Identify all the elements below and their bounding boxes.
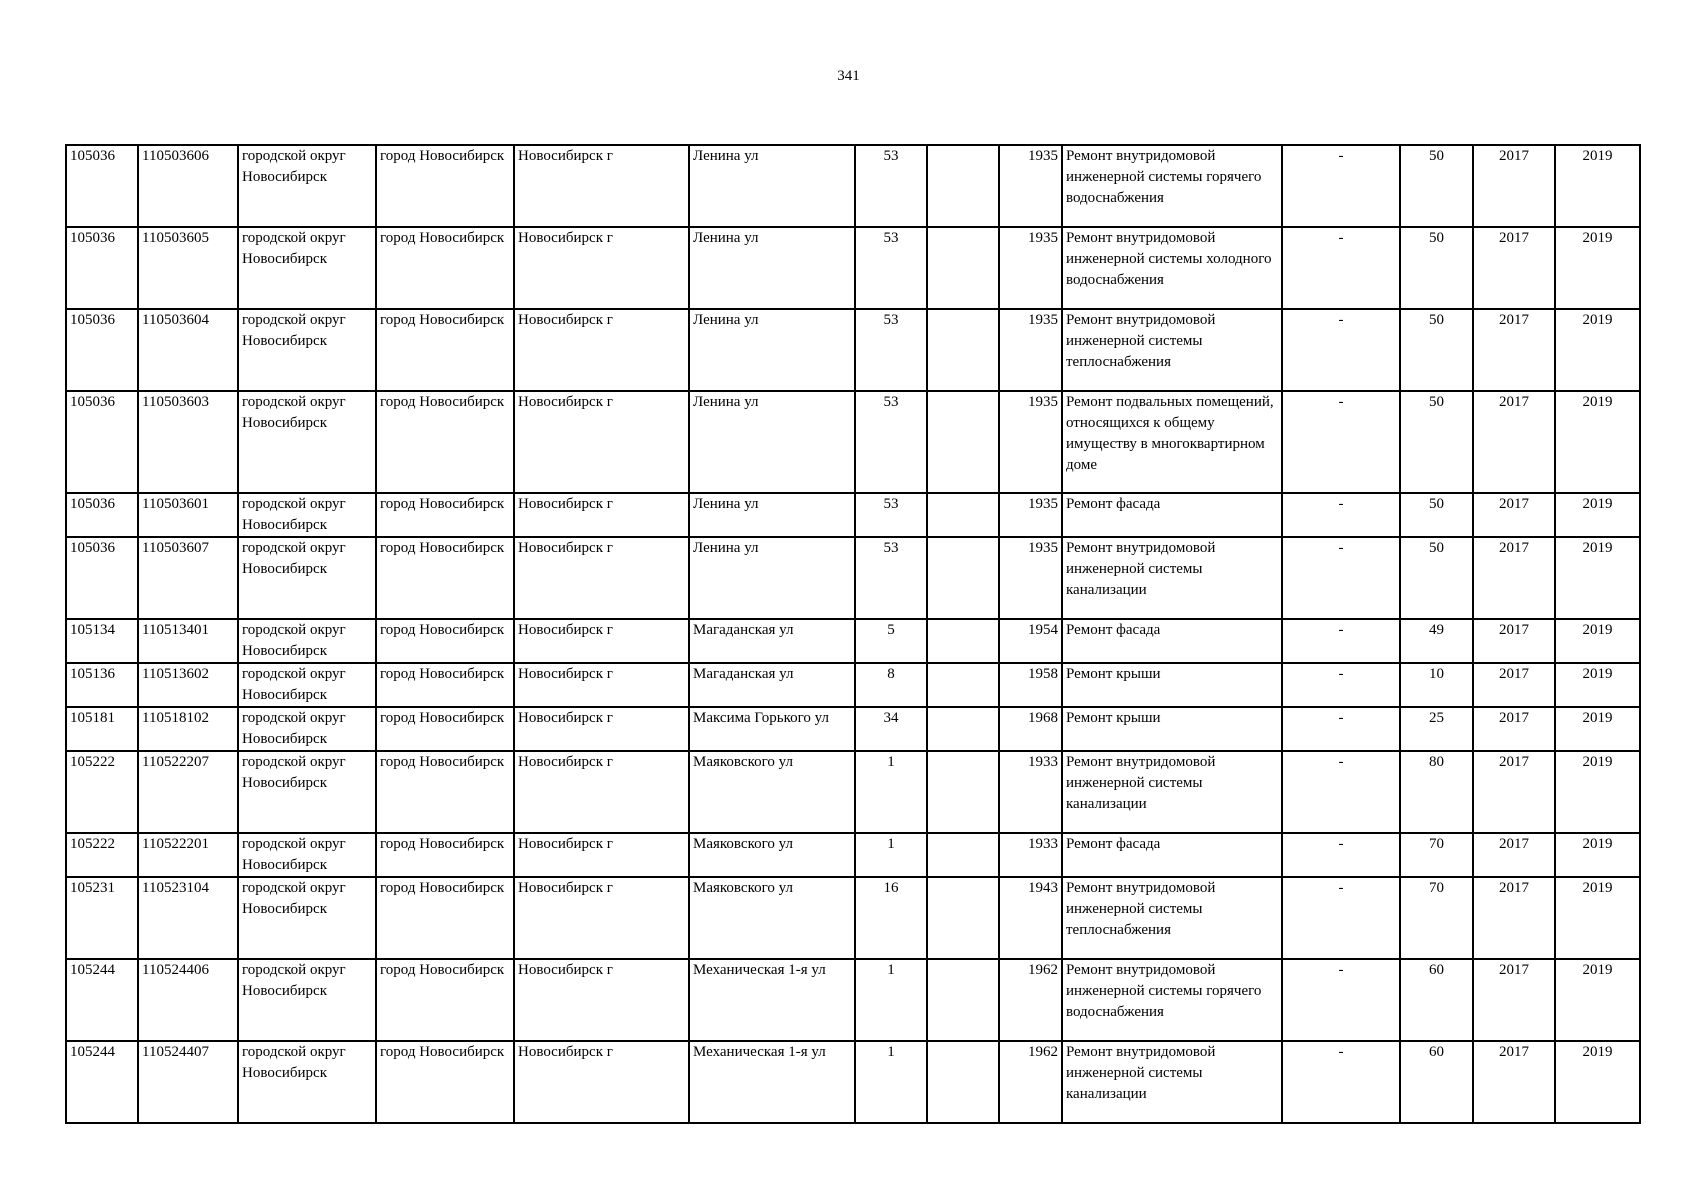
table-row	[66, 959, 1640, 1041]
empty-cell	[927, 493, 999, 537]
table-row	[66, 227, 1640, 309]
element-id-cell: 110503603	[138, 391, 238, 493]
locality-cell: Новосибирск г	[514, 619, 689, 663]
house-code-cell: 105244	[66, 959, 138, 1041]
municipality-cell: город Новосибирск	[376, 145, 514, 227]
street-cell: Магаданская ул	[689, 663, 855, 707]
work-type-cell: Ремонт фасада	[1062, 619, 1282, 663]
work-type-cell: Ремонт внутридомовой инженерной системы канализации	[1062, 1041, 1282, 1123]
locality-cell: Новосибирск г	[514, 707, 689, 751]
street-cell: Максима Горького ул	[689, 707, 855, 751]
work-type-cell: Ремонт фасада	[1062, 493, 1282, 537]
dash-cell: -	[1282, 751, 1400, 833]
locality-cell: Новосибирск г	[514, 959, 689, 1041]
end-year-cell: 2019	[1555, 959, 1640, 1041]
wear-percent-cell: 70	[1400, 833, 1473, 877]
house-code-cell: 105134	[66, 619, 138, 663]
district-cell: городской округ Новосибирск	[238, 833, 376, 877]
element-id-cell: 110503601	[138, 493, 238, 537]
start-year-cell: 2017	[1473, 959, 1555, 1041]
street-cell: Механическая 1-я ул	[689, 1041, 855, 1123]
municipality-cell: город Новосибирск	[376, 877, 514, 959]
table-row	[66, 391, 1640, 493]
district-cell: городской округ Новосибирск	[238, 619, 376, 663]
build-year-cell: 1962	[999, 1041, 1062, 1123]
locality-cell: Новосибирск г	[514, 227, 689, 309]
municipality-cell: город Новосибирск	[376, 493, 514, 537]
municipality-cell: город Новосибирск	[376, 1041, 514, 1123]
work-type-cell: Ремонт внутридомовой инженерной системы канализации	[1062, 537, 1282, 619]
table-body	[66, 145, 1640, 1123]
street-cell: Маяковского ул	[689, 877, 855, 959]
end-year-cell: 2019	[1555, 619, 1640, 663]
district-cell: городской округ Новосибирск	[238, 707, 376, 751]
empty-cell	[927, 959, 999, 1041]
locality-cell: Новосибирск г	[514, 493, 689, 537]
street-cell: Ленина ул	[689, 309, 855, 391]
dash-cell: -	[1282, 833, 1400, 877]
table-row	[66, 833, 1640, 877]
house-code-cell: 105036	[66, 391, 138, 493]
dash-cell: -	[1282, 663, 1400, 707]
house-number-cell: 5	[855, 619, 927, 663]
element-id-cell: 110518102	[138, 707, 238, 751]
municipality-cell: город Новосибирск	[376, 391, 514, 493]
build-year-cell: 1958	[999, 663, 1062, 707]
table-row	[66, 663, 1640, 707]
dash-cell: -	[1282, 959, 1400, 1041]
element-id-cell: 110513602	[138, 663, 238, 707]
wear-percent-cell: 60	[1400, 959, 1473, 1041]
build-year-cell: 1933	[999, 833, 1062, 877]
end-year-cell: 2019	[1555, 751, 1640, 833]
work-type-cell: Ремонт внутридомовой инженерной системы горячего водоснабжения	[1062, 959, 1282, 1041]
end-year-cell: 2019	[1555, 309, 1640, 391]
district-cell: городской округ Новосибирск	[238, 537, 376, 619]
dash-cell: -	[1282, 1041, 1400, 1123]
empty-cell	[927, 391, 999, 493]
house-number-cell: 1	[855, 751, 927, 833]
municipality-cell: город Новосибирск	[376, 707, 514, 751]
empty-cell	[927, 1041, 999, 1123]
empty-cell	[927, 877, 999, 959]
empty-cell	[927, 833, 999, 877]
street-cell: Ленина ул	[689, 493, 855, 537]
wear-percent-cell: 50	[1400, 309, 1473, 391]
build-year-cell: 1954	[999, 619, 1062, 663]
build-year-cell: 1943	[999, 877, 1062, 959]
page-number: 341	[837, 68, 860, 84]
house-number-cell: 53	[855, 227, 927, 309]
element-id-cell: 110524407	[138, 1041, 238, 1123]
street-cell: Маяковского ул	[689, 751, 855, 833]
street-cell: Ленина ул	[689, 391, 855, 493]
work-type-cell: Ремонт внутридомовой инженерной системы теплоснабжения	[1062, 309, 1282, 391]
work-type-cell: Ремонт подвальных помещений, относящихся к общему имуществу в многоквартирном доме	[1062, 391, 1282, 493]
house-number-cell: 53	[855, 145, 927, 227]
work-type-cell: Ремонт крыши	[1062, 663, 1282, 707]
house-number-cell: 34	[855, 707, 927, 751]
wear-percent-cell: 50	[1400, 145, 1473, 227]
wear-percent-cell: 50	[1400, 391, 1473, 493]
empty-cell	[927, 537, 999, 619]
empty-cell	[927, 145, 999, 227]
start-year-cell: 2017	[1473, 227, 1555, 309]
house-code-cell: 105136	[66, 663, 138, 707]
table-row	[66, 493, 1640, 537]
start-year-cell: 2017	[1473, 751, 1555, 833]
wear-percent-cell: 50	[1400, 537, 1473, 619]
end-year-cell: 2019	[1555, 663, 1640, 707]
house-code-cell: 105036	[66, 227, 138, 309]
build-year-cell: 1968	[999, 707, 1062, 751]
dash-cell: -	[1282, 145, 1400, 227]
district-cell: городской округ Новосибирск	[238, 391, 376, 493]
build-year-cell: 1935	[999, 493, 1062, 537]
municipality-cell: город Новосибирск	[376, 227, 514, 309]
build-year-cell: 1935	[999, 309, 1062, 391]
build-year-cell: 1935	[999, 227, 1062, 309]
wear-percent-cell: 70	[1400, 877, 1473, 959]
end-year-cell: 2019	[1555, 877, 1640, 959]
work-type-cell: Ремонт внутридомовой инженерной системы холодного водоснабжения	[1062, 227, 1282, 309]
house-code-cell: 105036	[66, 537, 138, 619]
build-year-cell: 1933	[999, 751, 1062, 833]
end-year-cell: 2019	[1555, 833, 1640, 877]
table-row	[66, 309, 1640, 391]
end-year-cell: 2019	[1555, 1041, 1640, 1123]
empty-cell	[927, 751, 999, 833]
dash-cell: -	[1282, 537, 1400, 619]
work-type-cell: Ремонт внутридомовой инженерной системы горячего водоснабжения	[1062, 145, 1282, 227]
table-row	[66, 537, 1640, 619]
house-code-cell: 105244	[66, 1041, 138, 1123]
street-cell: Механическая 1-я ул	[689, 959, 855, 1041]
street-cell: Ленина ул	[689, 145, 855, 227]
end-year-cell: 2019	[1555, 227, 1640, 309]
work-type-cell: Ремонт фасада	[1062, 833, 1282, 877]
build-year-cell: 1935	[999, 145, 1062, 227]
start-year-cell: 2017	[1473, 663, 1555, 707]
end-year-cell: 2019	[1555, 537, 1640, 619]
locality-cell: Новосибирск г	[514, 391, 689, 493]
work-type-cell: Ремонт внутридомовой инженерной системы теплоснабжения	[1062, 877, 1282, 959]
locality-cell: Новосибирск г	[514, 537, 689, 619]
dash-cell: -	[1282, 391, 1400, 493]
dash-cell: -	[1282, 619, 1400, 663]
wear-percent-cell: 60	[1400, 1041, 1473, 1123]
dash-cell: -	[1282, 309, 1400, 391]
house-number-cell: 53	[855, 391, 927, 493]
house-number-cell: 8	[855, 663, 927, 707]
district-cell: городской округ Новосибирск	[238, 227, 376, 309]
locality-cell: Новосибирск г	[514, 663, 689, 707]
locality-cell: Новосибирск г	[514, 309, 689, 391]
district-cell: городской округ Новосибирск	[238, 959, 376, 1041]
wear-percent-cell: 50	[1400, 227, 1473, 309]
municipality-cell: город Новосибирск	[376, 309, 514, 391]
street-cell: Маяковского ул	[689, 833, 855, 877]
end-year-cell: 2019	[1555, 145, 1640, 227]
work-type-cell: Ремонт крыши	[1062, 707, 1282, 751]
build-year-cell: 1935	[999, 537, 1062, 619]
district-cell: городской округ Новосибирск	[238, 493, 376, 537]
element-id-cell: 110513401	[138, 619, 238, 663]
locality-cell: Новосибирск г	[514, 877, 689, 959]
element-id-cell: 110503605	[138, 227, 238, 309]
municipality-cell: город Новосибирск	[376, 537, 514, 619]
dash-cell: -	[1282, 707, 1400, 751]
build-year-cell: 1935	[999, 391, 1062, 493]
start-year-cell: 2017	[1473, 619, 1555, 663]
empty-cell	[927, 663, 999, 707]
element-id-cell: 110503604	[138, 309, 238, 391]
table-row	[66, 145, 1640, 227]
wear-percent-cell: 25	[1400, 707, 1473, 751]
street-cell: Ленина ул	[689, 537, 855, 619]
district-cell: городской округ Новосибирск	[238, 751, 376, 833]
house-number-cell: 1	[855, 833, 927, 877]
house-number-cell: 16	[855, 877, 927, 959]
municipality-cell: город Новосибирск	[376, 959, 514, 1041]
house-number-cell: 53	[855, 537, 927, 619]
municipality-cell: город Новосибирск	[376, 833, 514, 877]
house-code-cell: 105181	[66, 707, 138, 751]
table-row	[66, 877, 1640, 959]
house-number-cell: 1	[855, 1041, 927, 1123]
element-id-cell: 110522201	[138, 833, 238, 877]
house-number-cell: 1	[855, 959, 927, 1041]
dash-cell: -	[1282, 493, 1400, 537]
municipality-cell: город Новосибирск	[376, 619, 514, 663]
element-id-cell: 110503606	[138, 145, 238, 227]
house-code-cell: 105222	[66, 833, 138, 877]
start-year-cell: 2017	[1473, 537, 1555, 619]
end-year-cell: 2019	[1555, 493, 1640, 537]
empty-cell	[927, 227, 999, 309]
end-year-cell: 2019	[1555, 707, 1640, 751]
table-row	[66, 751, 1640, 833]
house-number-cell: 53	[855, 309, 927, 391]
house-code-cell: 105231	[66, 877, 138, 959]
build-year-cell: 1962	[999, 959, 1062, 1041]
element-id-cell: 110523104	[138, 877, 238, 959]
district-cell: городской округ Новосибирск	[238, 877, 376, 959]
district-cell: городской округ Новосибирск	[238, 1041, 376, 1123]
house-code-cell: 105036	[66, 493, 138, 537]
wear-percent-cell: 49	[1400, 619, 1473, 663]
district-cell: городской округ Новосибирск	[238, 145, 376, 227]
element-id-cell: 110524406	[138, 959, 238, 1041]
locality-cell: Новосибирск г	[514, 833, 689, 877]
municipality-cell: город Новосибирск	[376, 751, 514, 833]
table-row	[66, 619, 1640, 663]
wear-percent-cell: 80	[1400, 751, 1473, 833]
dash-cell: -	[1282, 227, 1400, 309]
house-number-cell: 53	[855, 493, 927, 537]
wear-percent-cell: 10	[1400, 663, 1473, 707]
dash-cell: -	[1282, 877, 1400, 959]
table-row	[66, 1041, 1640, 1123]
street-cell: Магаданская ул	[689, 619, 855, 663]
element-id-cell: 110522207	[138, 751, 238, 833]
empty-cell	[927, 309, 999, 391]
locality-cell: Новосибирск г	[514, 145, 689, 227]
locality-cell: Новосибирск г	[514, 751, 689, 833]
work-type-cell: Ремонт внутридомовой инженерной системы канализации	[1062, 751, 1282, 833]
start-year-cell: 2017	[1473, 833, 1555, 877]
end-year-cell: 2019	[1555, 391, 1640, 493]
house-code-cell: 105036	[66, 309, 138, 391]
empty-cell	[927, 619, 999, 663]
street-cell: Ленина ул	[689, 227, 855, 309]
locality-cell: Новосибирск г	[514, 1041, 689, 1123]
house-code-cell: 105222	[66, 751, 138, 833]
start-year-cell: 2017	[1473, 877, 1555, 959]
start-year-cell: 2017	[1473, 145, 1555, 227]
start-year-cell: 2017	[1473, 493, 1555, 537]
district-cell: городской округ Новосибирск	[238, 663, 376, 707]
start-year-cell: 2017	[1473, 1041, 1555, 1123]
table-row	[66, 707, 1640, 751]
empty-cell	[927, 707, 999, 751]
start-year-cell: 2017	[1473, 391, 1555, 493]
repair-schedule-table	[65, 144, 1641, 1124]
district-cell: городской округ Новосибирск	[238, 309, 376, 391]
municipality-cell: город Новосибирск	[376, 663, 514, 707]
house-code-cell: 105036	[66, 145, 138, 227]
start-year-cell: 2017	[1473, 707, 1555, 751]
wear-percent-cell: 50	[1400, 493, 1473, 537]
element-id-cell: 110503607	[138, 537, 238, 619]
start-year-cell: 2017	[1473, 309, 1555, 391]
